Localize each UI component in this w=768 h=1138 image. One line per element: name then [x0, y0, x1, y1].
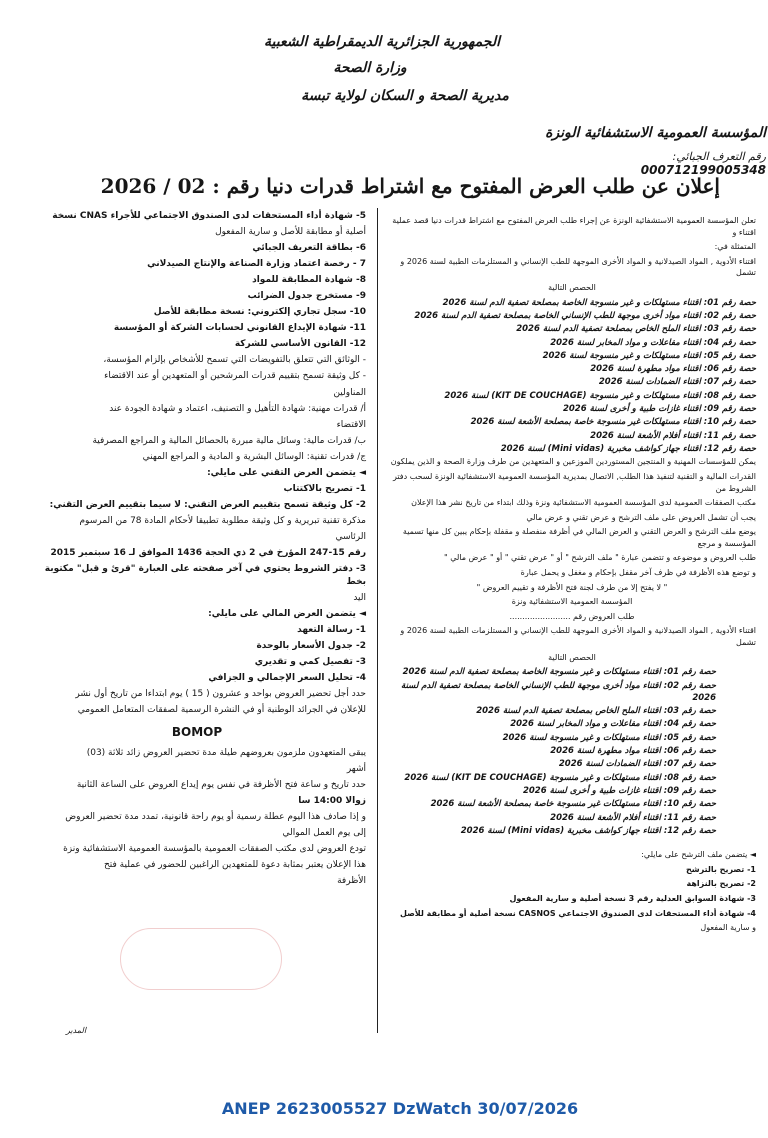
tax-id-label: رقم التعرف الجبائي: — [672, 150, 766, 163]
lot-item: حصة رقم 08: اقتناء مستهلكات و غير منسوجة (KIT DE COUCHAGE) لسنة 2026 — [444, 390, 756, 401]
lot-item: حصة رقم 04: اقتناء مفاعلات و مواد المخابر لسنة 2026 — [510, 719, 716, 730]
lot-item: حصة رقم 02: اقتناء مواد أخرى موجهة للطب الإنساني الخاصة بمصلحة تصفية الدم لسنة 2026 — [414, 310, 756, 321]
lots-list-1 — [388, 297, 756, 456]
lot-item: حصة رقم 03: اقتناء الملح الخاص بمصلحة تصفية الدم لسنة 2026 — [516, 324, 756, 335]
tech-item: اليد — [353, 593, 366, 604]
document-item: ج/ قدرات تقنية: الوسائل البشرية و المادية و المراجع المهني — [142, 451, 366, 462]
page-title: إعلان عن طلب العرض المفتوح مع اشتراط قدرات دنيا رقم : 02 / 2026 — [100, 174, 720, 198]
tech-item: 1- تصريح بالاكتتاب — [283, 483, 366, 494]
candidacy-item: 2- تصريح بالنزاهة — [686, 879, 756, 889]
lot-item: حصة رقم 06: اقتناء مواد مطهرة لسنة 2026 — [550, 746, 716, 757]
intro-text-2: المتمثلة في: — [714, 242, 756, 252]
fin-item: 2- جدول الأسعار بالوحدة — [256, 641, 366, 652]
object-text: اقتناء الأدوية , المواد الصيدلانية و المواد الأخرى الموجهة للطب الإنساني و المستلزمات الطبية لسنة 2026 و تشمل — [400, 256, 756, 278]
candidacy-item: 4- شهادة أداء المستحقات لدى الصندوق الاجتماعي CASNOS نسخة أصلية أو مطابقة للأصل — [399, 908, 756, 918]
tech-item: رقم 15-247 المؤرخ في 2 ذي الحجة 1436 الموافق لـ 16 سبتمبر 2015 — [50, 547, 366, 558]
candidacy-title-text: يتضمن ملف الترشح على مايلي: — [641, 850, 748, 860]
lot-item: حصة رقم 03: اقتناء الملح الخاص بمصلحة تصفية الدم لسنة 2026 — [476, 706, 716, 717]
candidacy-title: ◄ يتضمن ملف الترشح على مايلي: — [641, 850, 756, 860]
lot-item: حصة رقم 10: اقتناء مستهلكات غير منسوجة خاصة بمصلحة الأشعة لسنة 2026 — [430, 799, 716, 810]
signature: المدير — [65, 1026, 87, 1035]
document-item: أصلية أو مطابقة للأصل و سارية المفعول — [215, 227, 366, 238]
lot-item: حصة رقم 09: اقتناء غازات طبية و أخرى لسنة 2026 — [522, 786, 716, 797]
paragraph: يمكن للمؤسسات المهنية و المنتجين المستوردين الموزعين و المتعهدين من طرف وزارة الصحة و الذين يملكون — [390, 457, 756, 467]
candidacy-item: 3- شهادة السوابق العدلية رقم 3 نسخة أصلية و سارية المفعول — [509, 894, 756, 904]
paragraph: " لا يفتح إلا من طرف لجنة فتح الأظرفة و تقييم العروض " — [476, 582, 668, 592]
fin-item: 1- رسالة التعهد — [297, 625, 366, 636]
document-item: المناولين — [333, 387, 366, 398]
paragraph: مكتب الصفقات العمومية لدى المؤسسة العمومية الاستشفائية ونزة وذلك ابتداء من تاريخ نشر هذا الإعلان — [411, 498, 756, 508]
document-item: 10- سجل تجاري إلكتروني: نسخة مطابقة للأصل — [153, 307, 366, 318]
lot-item: حصة رقم 10: اقتناء مستهلكات غير منسوجة خاصة بمصلحة الأشعة لسنة 2026 — [470, 417, 756, 428]
fin-title-text: يتضمن العرض المالي على مايلي: — [208, 609, 356, 620]
left-column — [28, 210, 366, 891]
validity-text: أشهر — [346, 763, 366, 774]
lot-item: حصة رقم 11: اقتناء أفلام الأشعة لسنة 2026 — [550, 812, 716, 823]
lot-item: حصة رقم 08: اقتناء مستهلكات و غير منسوجة (KIT DE COUCHAGE) لسنة 2026 — [404, 772, 716, 783]
paragraph: يجب أن تشمل العروض على ملف الترشح و عرض تقني و عرض مالي — [526, 512, 756, 522]
fin-item: 4- تحليل السعر الإجمالي و الجزافي — [208, 673, 366, 684]
tech-title: ◄ يتضمن العرض التقني على مايلي: — [207, 467, 366, 478]
lot-item: حصة رقم 12: اقتناء جهاز كواشف مخبرية (Mini vidas) لسنة 2026 — [460, 825, 716, 836]
lot-item: حصة رقم 01: اقتناء مستهلكات و غير منسوجة الخاصة بمصلحة تصفية الدم لسنة 2026 — [402, 667, 716, 678]
document-item: - كل وثيقة تسمح بتقييم قدرات المرشحين أو المتعهدين أو عند الاقتضاء — [104, 371, 366, 382]
lot-item: حصة رقم 05: اقتناء مستهلكات و غير منسوجة لسنة 2026 — [502, 732, 716, 743]
deposit-text: تودع العروض لدى مكتب الصفقات العمومية بالمؤسسة العمومية الاستشفائية ونزة — [63, 844, 366, 855]
opening-text: حدد تاريخ و ساعة فتح الأظرفة في نفس يوم إيداع العروض على الساعة الثانية — [76, 779, 366, 790]
deposit-text: هذا الإعلان يعتبر بمثابة دعوة للمتعهدين الراغبين للحضور في عملية فتح — [103, 860, 366, 871]
document-item: أ/ قدرات مهنية: شهادة التأهيل و التصنيف، اعتماد و شهادة الجودة عند — [109, 403, 366, 414]
bomop-label: BOMOP — [171, 724, 223, 739]
lot-item: حصة رقم 07: اقتناء الضمادات لسنة 2026 — [558, 759, 716, 770]
column-divider — [377, 208, 378, 1033]
validity-text: يبقى المتعهدون ملزمون بعروضهم طيلة مدة تحضير العروض زائد ثلاثة (03) — [86, 747, 366, 758]
paragraph: يوضع ملف الترشح و العرض التقني و العرض المالي في أظرفة منفصلة و مقفلة بإحكام يبين كل منها تسمية المؤسسة و مرجع — [402, 527, 756, 548]
lot-item: حصة رقم 01: اقتناء مستهلكات و غير منسوجة الخاصة بمصلحة تصفية الدم لسنة 2026 — [442, 297, 756, 308]
document-item: 9- مستخرج جدول الضرائب — [247, 291, 366, 302]
tech-item: 3- دفتر الشروط يحتوي في آخر صفحته على العبارة "قرئ و قبل" مكتوبة بخط — [44, 564, 366, 588]
header-ministry: وزارة الصحة — [333, 60, 407, 76]
tax-id-value: 000712199005348 — [640, 163, 766, 177]
opening-text: زوالا 14:00 سا — [298, 796, 366, 807]
document-item: الاقتضاء — [336, 419, 366, 430]
document-item: - الوثائق التي تتعلق بالتفويضات التي تسمح للأشخاص بإلزام المؤسسة، — [103, 355, 366, 366]
document-item: 11- شهادة الإيداع القانوني لحسابات الشركة أو المؤسسة — [113, 323, 366, 334]
lot-item: حصة رقم 09: اقتناء غازات طبية و أخرى لسنة 2026 — [562, 404, 756, 415]
object-text-2: اقتناء الأدوية , المواد الصيدلانية و المواد الأخرى الموجهة للطب الإنساني و المستلزمات الطبية لسنة 2026 و تشمل — [400, 626, 756, 648]
paragraph: و توضع هذه الأظرفة في ظرف آخر مقفل بإحكام و مغفل و يحمل عبارة — [520, 568, 756, 578]
official-stamp — [120, 928, 282, 990]
lot-item: حصة رقم 02: اقتناء مواد أخرى موجهة للطب الإنساني الخاصة بمصلحة تصفية الدم لسنة 2026 — [401, 680, 716, 703]
intro-text: تعلن المؤسسة العمومية الاستشفائية الونزة عن إجراء طلب العرض المفتوح مع اشتراط قدرات دنيا قصد عملية اقتناء و — [392, 216, 756, 237]
paragraph: المؤسسة العمومية الاستشفائية ونزة — [511, 597, 633, 607]
document-item: ب/ قدرات مالية: وسائل مالية مبررة بالحصائل المالية و المراجع المصرفية — [92, 435, 366, 446]
candidacy-item: و سارية المفعول — [700, 923, 756, 933]
document-item: 12- القانون الأساسي للشركة — [234, 339, 366, 350]
footer-reference: ANEP 2623005527 DzWatch 30/07/2026 — [221, 1099, 579, 1118]
tech-title-text: يتضمن العرض التقني على مايلي: — [207, 467, 356, 478]
document-item: 7 - رخصة اعتماد وزارة الصناعة والإنتاج الصيدلاني — [147, 259, 366, 270]
fin-title: ◄ يتضمن العرض المالي على مايلي: — [208, 609, 366, 620]
paragraph: القدرات المالية و التقنية لتنفيذ هذا الطلب, الاتصال بمديرية المؤسسة العمومية الاستشفائية الونزة لسحب دفتر الشروط من — [392, 471, 756, 493]
header-republic: الجمهورية الجزائرية الديمقراطية الشعبية — [263, 34, 500, 50]
right-column — [388, 215, 756, 937]
lots-title: الحصص التالية — [548, 282, 596, 292]
deposit-text: الأظرفة — [337, 876, 366, 887]
institution-name: المؤسسة العمومية الاستشفائية الونزة — [545, 125, 766, 141]
fin-item: 3- تفصيل كمي و تقديري — [254, 657, 366, 668]
lots-title-2: الحصص التالية — [548, 652, 596, 662]
document-item: 8- شهادة المطابقة للمواد — [252, 275, 366, 286]
lots-list-2 — [388, 666, 756, 837]
lot-item: حصة رقم 12: اقتناء جهاز كواشف مخبرية (Mini vidas) لسنة 2026 — [500, 444, 756, 454]
last-text: إلى يوم العمل الموالي — [282, 828, 366, 839]
lot-item: حصة رقم 05: اقتناء مستهلكات و غير منسوجة لسنة 2026 — [542, 350, 756, 361]
lot-item: حصة رقم 06: اقتناء مواد مطهرة لسنة 2026 — [590, 364, 756, 375]
lot-item: حصة رقم 07: اقتناء الضمادات لسنة 2026 — [598, 377, 756, 388]
document-item: 5- شهادة أداء المستحقات لدى الصندوق الاجتماعي للأجراء CNAS نسخة — [52, 211, 366, 221]
tech-item: مذكرة تقنية تبريرية و كل وثيقة مطلوبة تطبيقا لأحكام المادة 78 من المرسوم — [79, 515, 366, 526]
lot-item: حصة رقم 04: اقتناء مفاعلات و مواد المخابر لسنة 2026 — [550, 337, 756, 348]
paragraph: طلب العروض و موضوعه و تتضمن عبارة " ملف الترشح " أو " عرض تقني " أو " عرض مالي " — [443, 553, 756, 563]
tech-item: 2- كل وثيقة تسمح بتقييم العرض التقني: لا سيما بتقييم العرض التقني: — [49, 499, 366, 510]
paragraph: طلب العروض رقم ........................ — [509, 611, 635, 621]
tax-id-line — [550, 150, 766, 177]
last-text: و إذا صادف هذا اليوم عطلة رسمية أو يوم راحة قانونية، تمدد مدة تحضير العروض — [65, 812, 366, 823]
candidacy-item: 1- تصريح بالترشح — [686, 864, 756, 874]
deadline-text: حدد أجل تحضير العروض بواحد و عشرون ( 15 ) يوم ابتداءا من تاريخ أول نشر — [75, 689, 366, 700]
tech-item: الرئاسي — [335, 531, 366, 542]
document-item: 6- بطاقة التعريف الجبائي — [252, 243, 366, 254]
lot-item: حصة رقم 11: اقتناء أفلام الأشعة لسنة 2026 — [590, 430, 756, 441]
deadline-text: للإعلان في الجرائد الوطنية أو في النشرة الرسمية لصفقات المتعامل العمومي — [77, 705, 366, 716]
header-directorate: مديرية الصحة و السكان لولاية تبسة — [301, 88, 509, 104]
